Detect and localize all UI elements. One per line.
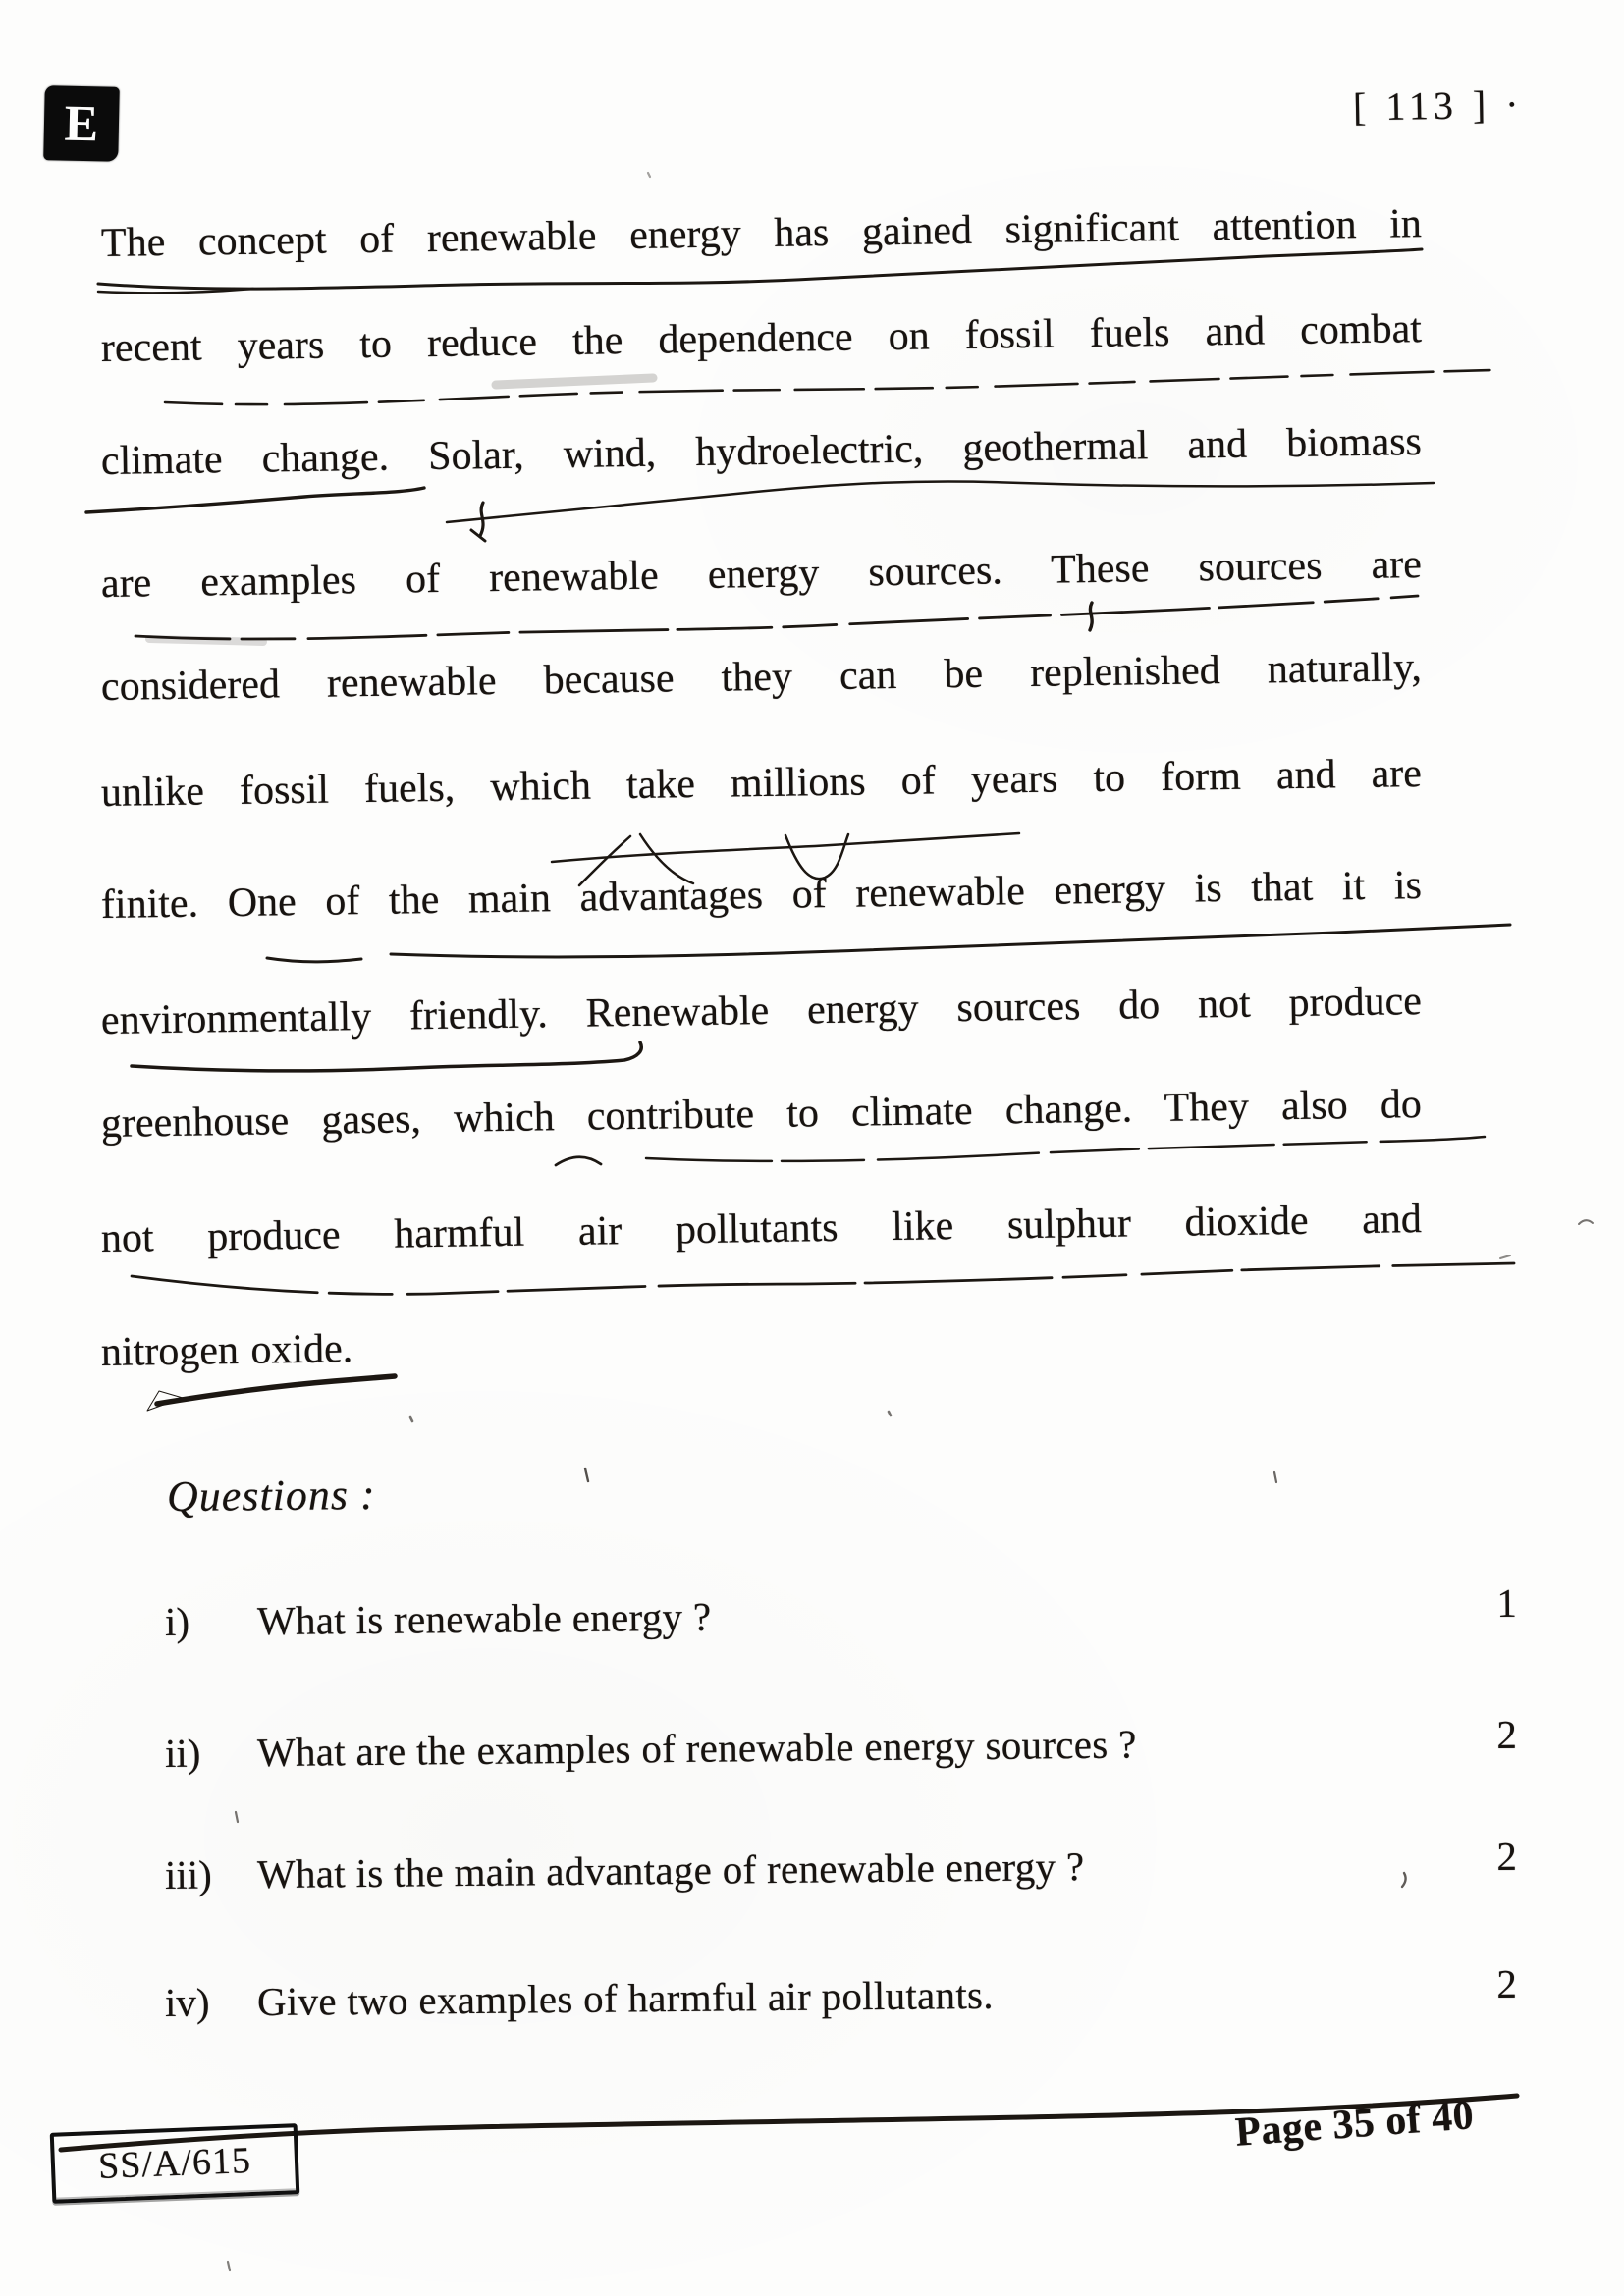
question-marks: 1 [1496,1579,1518,1626]
scan-speck-7 [228,2262,230,2270]
question-number: i) [164,1598,190,1644]
pen-underline-line9 [646,1137,1485,1161]
passage-line-8: environmentally friendly. Renewable energy sources do not produce [100,979,1423,1043]
pen-underline-line10 [132,1263,1514,1294]
scan-speck-9 [1500,1255,1510,1258]
scan-speck-6 [410,1417,412,1421]
passage-line-4: are examples of renewable energy sources. These sources are [100,542,1423,607]
passage-line-2: recent years to reduce the dependence on fossil fuels and combat [100,306,1423,371]
passage-line-7: finite. One of the main advantages of renewable energy is that it is [100,863,1423,928]
pen-underline-line3b [447,481,1434,522]
scan-mark-right [1579,1220,1593,1224]
question-row-4 [164,1960,1518,2026]
question-row-3 [164,1833,1518,1898]
pen-arc-which [556,1157,601,1165]
passage-line-9: greenhouse gases, which contribute to climate change. They also do [100,1082,1423,1147]
pen-underline-line2 [165,370,1490,404]
question-number: iii) [164,1851,213,1897]
page-number-bracket: [ 113 ] · [1352,81,1524,130]
question-text: What is renewable energy ? [256,1593,712,1644]
pen-underline-line7a [267,958,361,962]
page-indicator: Page 35 of 40 [1233,2093,1476,2156]
passage-line-1: The concept of renewable energy has gained significant attention in [100,201,1423,266]
question-text: Give two examples of harmful air pollutants. [256,1971,995,2025]
scan-speck-3 [236,1812,238,1822]
paper-code: SS/A/615 [97,2140,252,2187]
question-row-1 [164,1579,1518,1645]
passage-line-3: climate change. Solar, wind, hydroelectric, geothermal and biomass [100,419,1423,484]
scan-speck-5 [889,1412,891,1415]
passage-line-10: not produce harmful air pollutants like sulphur dioxide and [100,1197,1423,1261]
pen-flick-solar-foot [471,530,485,541]
pen-flick-sources [1090,603,1092,630]
pen-arrow-foot [147,1391,183,1411]
question-marks: 2 [1496,1833,1518,1879]
scan-smudge-2 [149,639,263,642]
scan-speck-1 [585,1468,588,1481]
question-marks: 2 [1496,1960,1518,2006]
pen-underline-line7b [391,925,1510,957]
question-number: iv) [164,1979,210,2025]
scan-smudge-1 [496,378,653,385]
pen-underline-line3a [86,488,424,512]
passage-line-6: unlike fossil fuels, which take millions of years to form and are [100,751,1423,816]
pen-underline-line11 [157,1376,395,1404]
questions-heading: Questions : [166,1469,376,1522]
passage-line-11: nitrogen oxide. [100,1326,353,1375]
version-badge: E [43,85,120,162]
question-text: What is the main advantage of renewable energy ? [256,1843,1085,1897]
question-row-2 [164,1711,1518,1777]
paper-code-box [50,2123,300,2204]
pen-underline-line8 [132,1042,641,1071]
question-marks: 2 [1496,1711,1518,1757]
pen-underline-line1b [98,289,253,293]
scan-speck-8 [648,173,650,177]
pen-underline-line6 [552,833,1019,862]
passage-line-5: considered renewable because they can be replenished naturally, [100,645,1423,710]
scan-speck-2 [1274,1472,1276,1482]
pen-flick-solar [480,503,483,536]
question-text: What are the examples of renewable energy sources ? [256,1721,1137,1776]
question-number: ii) [164,1730,201,1776]
